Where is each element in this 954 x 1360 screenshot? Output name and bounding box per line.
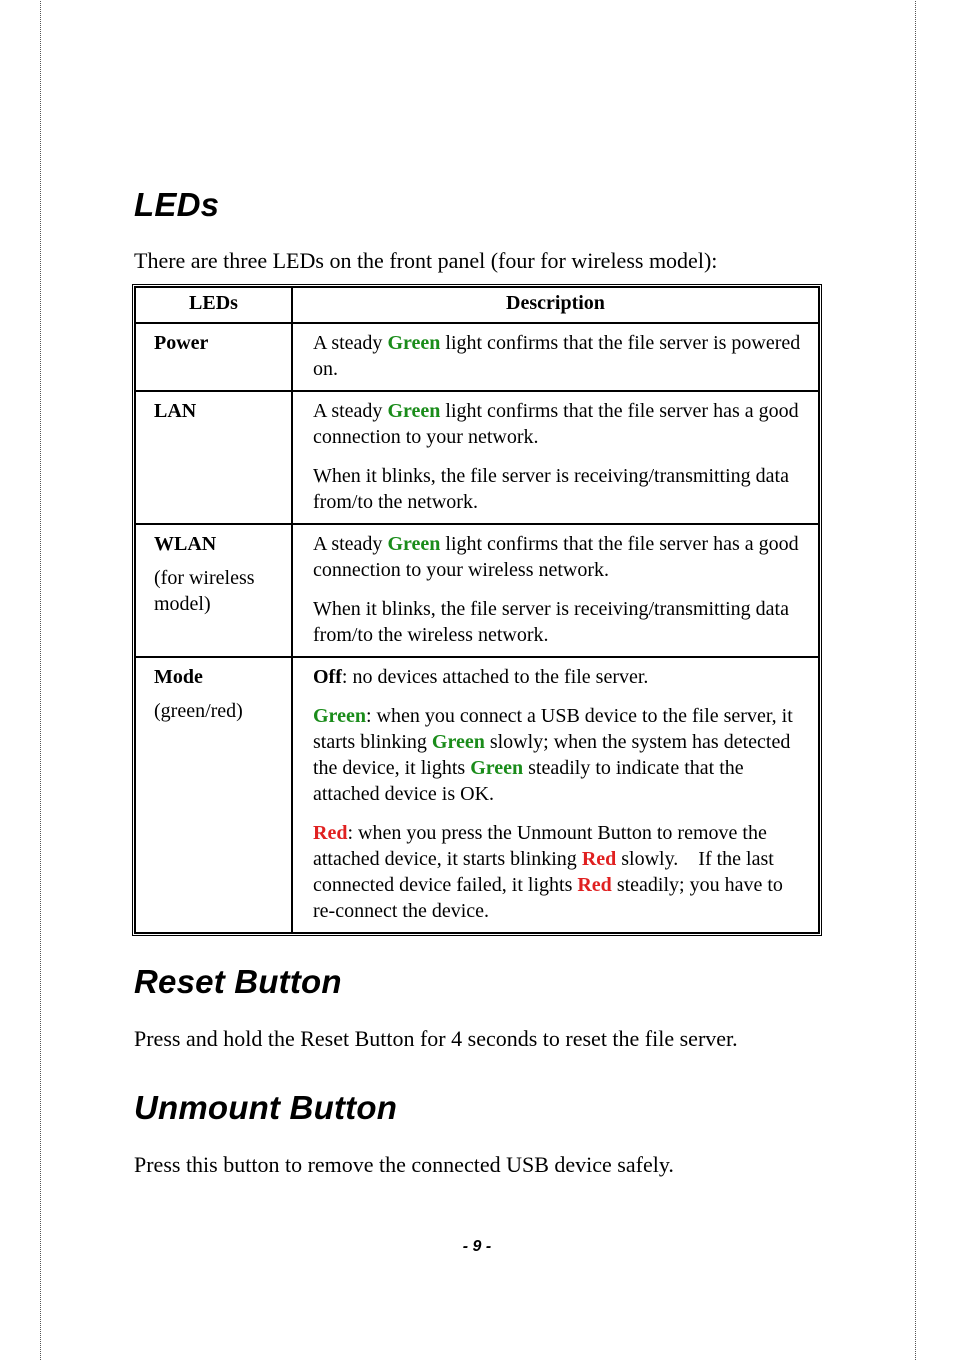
description-text: When it blinks, the file server is receiving/transmitting data from/to the wireless network. (313, 598, 789, 646)
table-row (135, 323, 819, 391)
reset-button-text: Press and hold the Reset Button for 4 seconds to reset the file server. (134, 1026, 738, 1051)
leds-intro: There are three LEDs on the front panel (four for wireless model): (134, 248, 718, 273)
description-text: steadily to indicate that the attached device is OK. (313, 757, 744, 805)
description-text: light confirms that the file server has a good connection to your wireless network. (313, 533, 799, 581)
description-text: slowly. If the last connected device failed, it lights (313, 848, 774, 896)
description-paragraph (313, 463, 802, 515)
description-cell (292, 524, 819, 657)
description-text: : no devices attached to the file server. (341, 666, 649, 688)
led-cell (135, 524, 292, 657)
description-text: steadily; you have to re-connect the device. (313, 874, 783, 922)
bold-keyword: Off (313, 666, 342, 688)
table-row (135, 657, 819, 933)
description-text: A steady (313, 400, 388, 422)
led-name: WLAN (154, 533, 217, 555)
unmount-button-text: Press this button to remove the connected USB device safely. (134, 1152, 674, 1177)
description-cell (292, 323, 819, 391)
red-keyword: Red (313, 822, 348, 844)
description-text: : when you connect a USB device to the file server, it starts blinking (313, 705, 793, 753)
led-name: Mode (154, 666, 203, 688)
description-paragraph (313, 820, 802, 924)
led-cell (135, 323, 292, 391)
description-text: light confirms that the file server has a good connection to your network. (313, 400, 799, 448)
description-cell (292, 657, 819, 933)
description-paragraph (313, 664, 802, 690)
description-text: : when you press the Unmount Button to remove the attached device, it starts blinking (313, 822, 767, 870)
description-text: A steady (313, 533, 388, 555)
table-header-row (135, 287, 819, 323)
description-text: slowly; when the system has detected the device, it lights (313, 731, 791, 779)
description-paragraph (313, 703, 802, 807)
table-row (135, 391, 819, 524)
green-keyword: Green (313, 705, 366, 727)
led-subtitle: (for wireless model) (154, 567, 255, 615)
led-cell (135, 391, 292, 524)
green-keyword: Green (470, 757, 524, 779)
green-keyword: Green (387, 332, 441, 354)
unmount-button-heading: Unmount Button (134, 1089, 398, 1126)
column-header-leds: LEDs (135, 287, 292, 323)
led-name: Power (154, 332, 209, 354)
leds-heading: LEDs (134, 186, 220, 223)
leds-table (132, 284, 822, 936)
table-body (135, 323, 819, 933)
description-text: light confirms that the file server is powered on. (313, 332, 801, 380)
led-cell (135, 657, 292, 933)
description-paragraph (313, 398, 802, 450)
red-keyword: Red (577, 874, 612, 896)
column-header-description: Description (292, 287, 819, 323)
description-cell (292, 391, 819, 524)
green-keyword: Green (387, 533, 441, 555)
reset-button-heading: Reset Button (134, 963, 342, 1000)
description-paragraph (313, 330, 802, 382)
page-number: - 9 - (462, 1238, 492, 1255)
led-subtitle: (green/red) (154, 700, 243, 722)
description-paragraph (313, 596, 802, 648)
green-keyword: Green (387, 400, 441, 422)
green-keyword: Green (431, 731, 485, 753)
table-row (135, 524, 819, 657)
description-text: A steady (313, 332, 388, 354)
description-paragraph (313, 531, 802, 583)
led-name: LAN (154, 400, 197, 422)
description-text: When it blinks, the file server is receiving/transmitting data from/to the network. (313, 465, 789, 513)
red-keyword: Red (581, 848, 617, 870)
